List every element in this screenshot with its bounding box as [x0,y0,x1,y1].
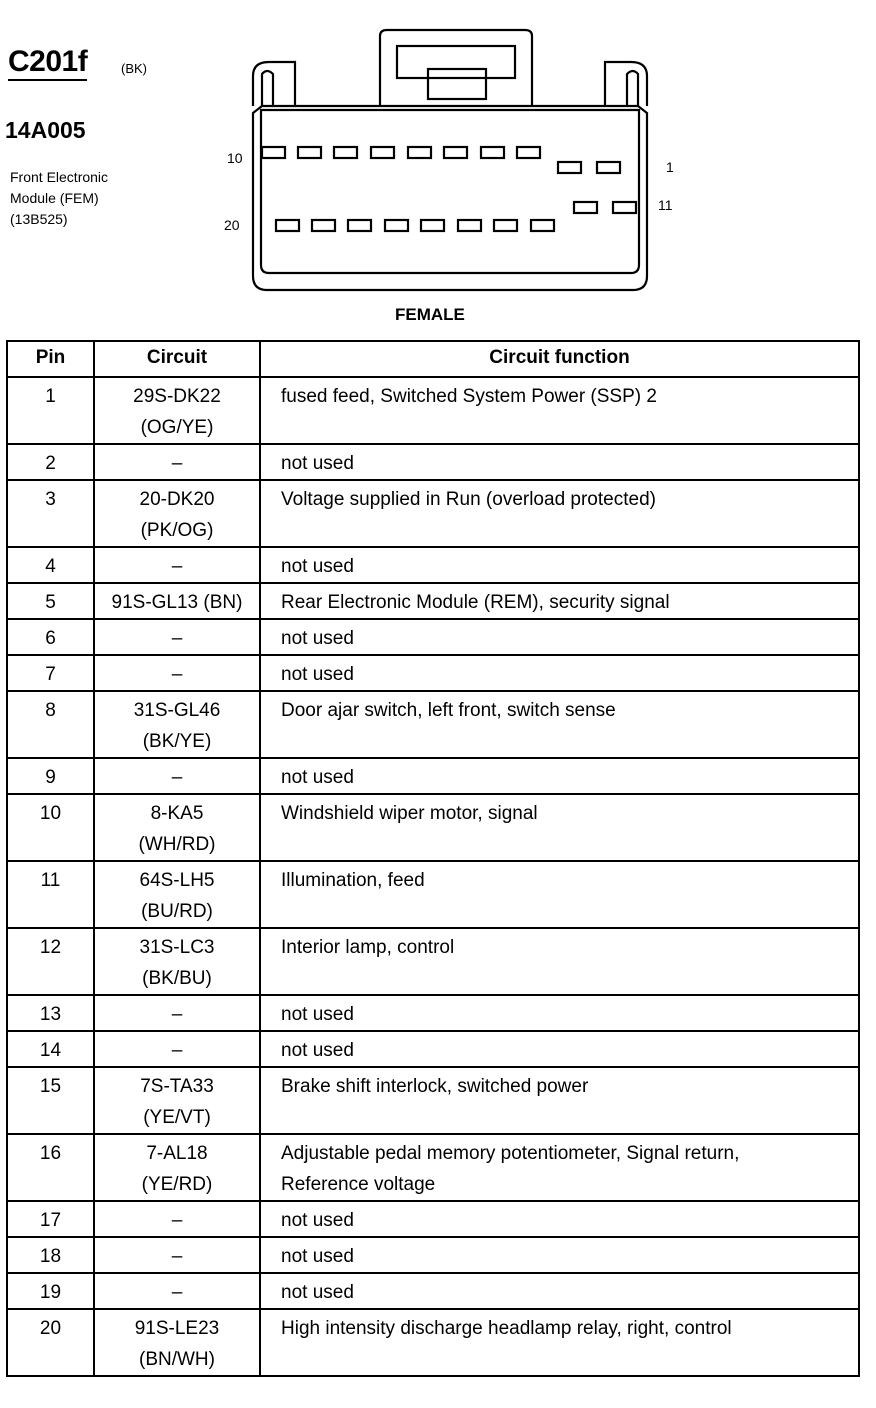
function-line: Interior lamp, control [281,937,455,958]
circuit-line: 31S-GL46 [133,700,221,721]
connector-id: C201f [8,46,87,81]
circuit-function-cell [260,1237,859,1273]
pin-cavity [385,220,408,231]
circuit-cell [94,691,260,758]
circuit-function-cell [260,444,859,480]
circuit-function-cell [260,1067,859,1134]
circuit-cell [94,444,260,480]
circuit-function-cell [260,377,859,444]
module-desc-line: (13B525) [10,211,68,227]
table-header-row [7,341,859,377]
circuit-function-cell [260,1201,859,1237]
circuit-cell [94,1031,260,1067]
function-line: Reference voltage [281,1174,436,1195]
circuit-function-cell [260,655,859,691]
function-line: not used [281,1210,354,1231]
function-line: not used [281,628,354,649]
circuit-cell [94,480,260,547]
function-line: Windshield wiper motor, signal [281,803,538,824]
table-row [7,444,859,480]
pin-cavity [494,220,517,231]
circuit-function-cell [260,480,859,547]
connector-outline [253,106,647,290]
table-row [7,1273,859,1309]
circuit-line: (PK/OG) [140,520,214,541]
circuit-function-cell [260,995,859,1031]
circuit-function-cell [260,794,859,861]
function-line: not used [281,767,354,788]
function-line: not used [281,1004,354,1025]
function-line: Illumination, feed [281,870,425,891]
circuit-line: – [171,1282,183,1303]
pin-cavity [481,147,504,158]
circuit-cell [94,758,260,794]
function-line: not used [281,1282,354,1303]
circuit-cell [94,1237,260,1273]
pin-cavity [298,147,321,158]
column-header-function: Circuit function [260,341,859,377]
table-row [7,861,859,928]
circuit-line: – [171,453,183,474]
function-line: Brake shift interlock, switched power [281,1076,589,1097]
function-line: fused feed, Switched System Power (SSP) 2 [281,386,657,407]
pin-cavity [517,147,540,158]
pin-cavity [597,162,620,173]
table-row [7,377,859,444]
pin-number-cell: 16 [7,1134,94,1201]
circuit-cell [94,861,260,928]
table-row [7,1309,859,1376]
circuit-function-cell [260,861,859,928]
table-row [7,1237,859,1273]
circuit-function-cell [260,1309,859,1376]
table-row [7,619,859,655]
pin-number-cell: 4 [7,547,94,583]
circuit-function-cell [260,758,859,794]
table-row [7,995,859,1031]
pin-cavity [276,220,299,231]
function-line: not used [281,1040,354,1061]
part-number: 14A005 [5,117,86,143]
circuit-cell [94,655,260,691]
circuit-line: (YE/RD) [141,1174,213,1195]
circuit-function-cell [260,619,859,655]
circuit-function-cell [260,1134,859,1201]
pin-label-10: 10 [227,150,243,166]
circuit-function-cell [260,583,859,619]
pin-number-cell: 10 [7,794,94,861]
table-body [7,377,859,1376]
circuit-cell [94,1067,260,1134]
pin-cavity [334,147,357,158]
circuit-line: 31S-LC3 [139,937,215,958]
circuit-cell [94,995,260,1031]
pin-cavity [371,147,394,158]
circuit-line: – [171,1246,183,1267]
circuit-line: (BU/RD) [141,901,213,922]
pin-number-cell: 17 [7,1201,94,1237]
pin-number-cell: 14 [7,1031,94,1067]
function-line: High intensity discharge headlamp relay, right, control [281,1318,732,1339]
column-header-circuit: Circuit [94,341,260,377]
circuit-line: – [171,1004,183,1025]
pin-number-cell: 2 [7,444,94,480]
circuit-cell [94,1273,260,1309]
connector-inner-recess [261,110,639,273]
circuit-line: (BN/WH) [139,1349,215,1370]
function-line: not used [281,556,354,577]
table-row [7,583,859,619]
pin-number-cell: 13 [7,995,94,1031]
pin-cavity [444,147,467,158]
left-latch-housing-inner [262,71,273,106]
circuit-line: 64S-LH5 [139,870,215,891]
circuit-line: – [171,767,183,788]
pin-cavity [574,202,597,213]
pin-label-1: 1 [666,159,674,175]
module-desc-line: Module (FEM) [10,190,99,206]
table-row [7,547,859,583]
circuit-line: 7S-TA33 [140,1076,214,1097]
circuit-line: – [171,664,183,685]
circuit-line: (OG/YE) [140,417,214,438]
function-line: not used [281,1246,354,1267]
circuit-line: – [171,1040,183,1061]
circuit-function-cell [260,928,859,995]
function-line: Rear Electronic Module (REM), security signal [281,592,670,613]
column-header-pin: Pin [7,341,94,377]
circuit-line: – [171,1210,183,1231]
pin-cavity [262,147,285,158]
pin-label-11: 11 [658,197,673,213]
circuit-line: 7-AL18 [146,1143,208,1164]
pin-cavity [531,220,554,231]
pin-number-cell: 19 [7,1273,94,1309]
circuit-line: 91S-GL13 (BN) [111,592,243,613]
pin-number-cell: 9 [7,758,94,794]
circuit-line: (YE/VT) [143,1107,211,1128]
right-latch-housing-inner [627,71,638,106]
function-line: Adjustable pedal memory potentiometer, Signal return, [281,1143,740,1164]
pin-cavity [408,147,431,158]
table-row [7,691,859,758]
top-latch-key [428,69,486,99]
table-row [7,1067,859,1134]
table-row [7,758,859,794]
circuit-cell [94,583,260,619]
table-row [7,1134,859,1201]
pin-number-cell: 11 [7,861,94,928]
pin-number-cell: 20 [7,1309,94,1376]
top-latch-window [397,46,515,78]
function-line: not used [281,453,354,474]
pin-number-cell: 7 [7,655,94,691]
table-row [7,928,859,995]
pin-number-cell: 3 [7,480,94,547]
pin-cavity [613,202,636,213]
circuit-cell [94,794,260,861]
circuit-function-cell [260,1031,859,1067]
connector-gender-label: FEMALE [395,305,465,324]
function-line: Voltage supplied in Run (overload protected) [281,489,656,510]
pin-number-cell: 6 [7,619,94,655]
circuit-cell [94,547,260,583]
circuit-line: (WH/RD) [138,834,216,855]
circuit-line: 20-DK20 [139,489,215,510]
pin-cavity [348,220,371,231]
pin-number-cell: 1 [7,377,94,444]
circuit-line: (BK/YE) [142,731,212,752]
circuit-function-cell [260,1273,859,1309]
circuit-function-cell [260,691,859,758]
circuit-line: 91S-LE23 [134,1318,220,1339]
circuit-line: 8-KA5 [150,803,204,824]
pin-number-cell: 15 [7,1067,94,1134]
circuit-line: 29S-DK22 [133,386,221,407]
pin-label-20: 20 [224,217,240,233]
circuit-cell [94,377,260,444]
circuit-cell [94,619,260,655]
circuit-cell [94,1201,260,1237]
pin-cavity [421,220,444,231]
circuit-line: – [171,628,183,649]
circuit-cell [94,1134,260,1201]
pin-number-cell: 5 [7,583,94,619]
pin-number-cell: 12 [7,928,94,995]
pin-cavity [558,162,581,173]
pin-cavity [312,220,335,231]
table-row [7,794,859,861]
function-line: not used [281,664,354,685]
pin-assignment-table [6,340,860,1377]
circuit-cell [94,928,260,995]
table-row [7,655,859,691]
module-description [10,167,180,230]
function-line: Door ajar switch, left front, switch sense [281,700,616,721]
circuit-line: (BK/BU) [142,968,212,989]
pin-cavity [458,220,481,231]
table-row [7,1201,859,1237]
connector-face-diagram [215,28,685,298]
table-row [7,480,859,547]
circuit-function-cell [260,547,859,583]
circuit-line: – [171,556,183,577]
connector-color: (BK) [121,61,147,76]
pin-number-cell: 8 [7,691,94,758]
circuit-cell [94,1309,260,1376]
module-desc-line: Front Electronic [10,169,109,185]
table-row [7,1031,859,1067]
pin-number-cell: 18 [7,1237,94,1273]
